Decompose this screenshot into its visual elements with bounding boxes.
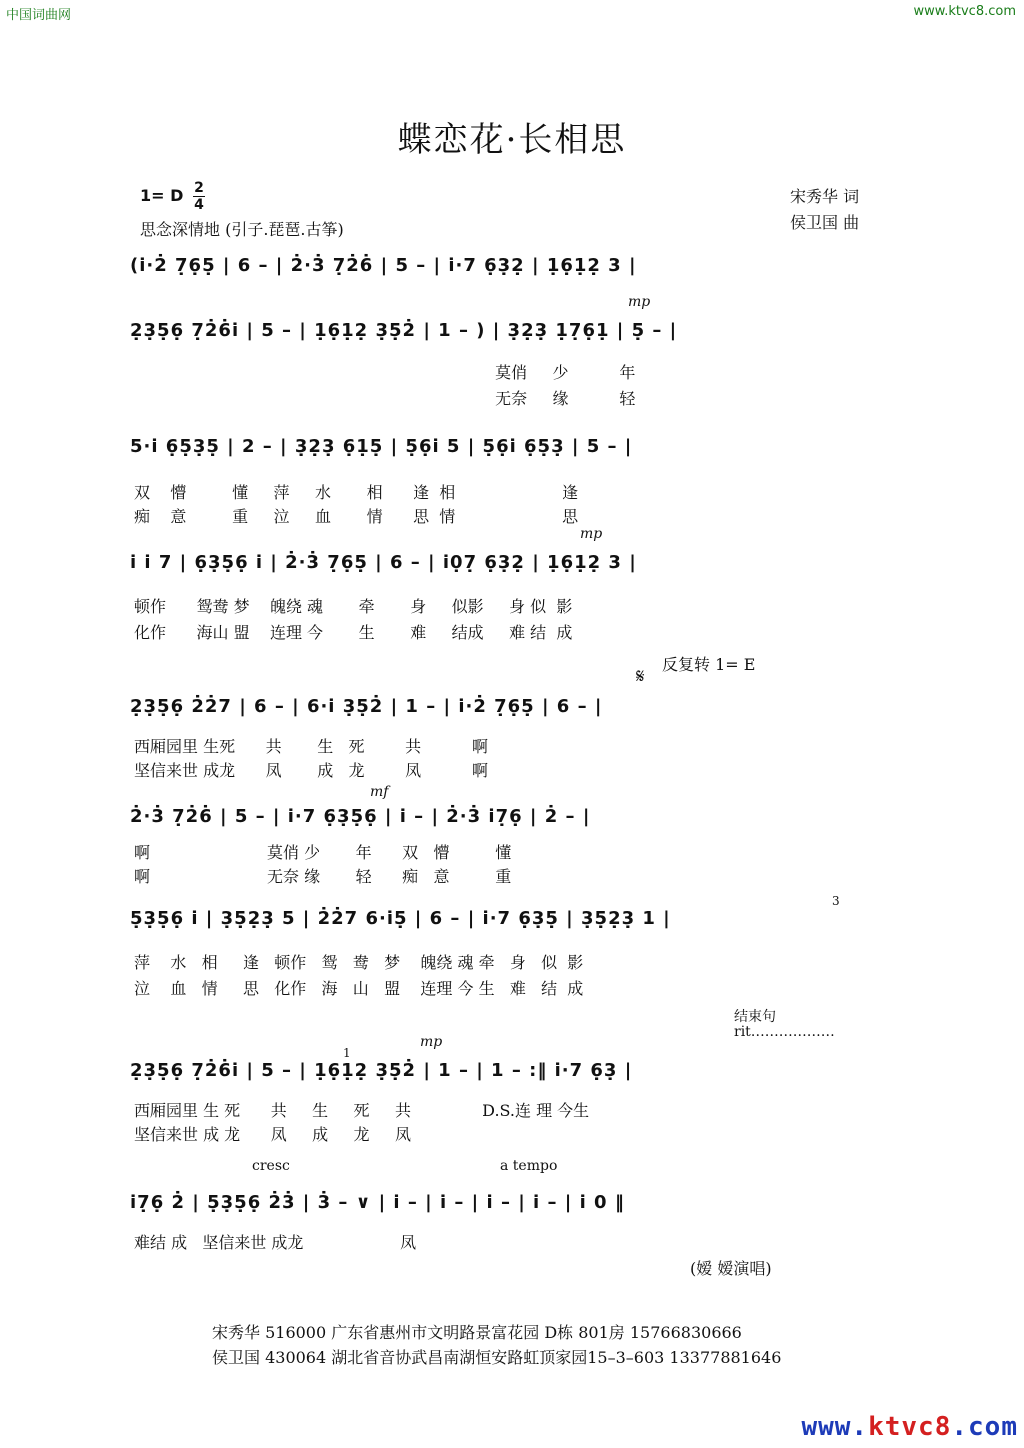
contact-lyricist: 宋秀华 516000 广东省惠州市文明路景富花园 D栋 801房 15766830666	[212, 1323, 742, 1342]
dynamic-mark: mp	[628, 294, 651, 310]
lyrics-verse-2: 化作 海山 盟 连理 今 生 难 结成 难 结 成	[134, 623, 573, 642]
notation-line: 2̣3̣5̣6̣ 7̣2̇6̇i̇ | 5 – | 1̣6̣1̣2̣ 3̣5̣2̇ | 1 – | 1 – :‖ i̇·7 6̣3̣ |	[130, 1060, 633, 1081]
dynamic-mark: mf	[370, 784, 389, 800]
notation-line: 2̣3̣5̣6̣ 2̇2̇7 | 6 – | 6·i̇ 3̣5̣2̇ | 1 – | i̇·2̇ 7̣6̣5̣ | 6 – |	[130, 696, 603, 717]
ending-phrase-label: 结束句	[734, 1009, 776, 1025]
key-signature: 1= D	[140, 186, 184, 205]
logo-suffix: .com	[951, 1412, 1018, 1442]
lyrics-verse-1: 难结 成 坚信来世 成龙 凤	[134, 1233, 417, 1252]
grace-note-mark: 3	[832, 894, 840, 908]
a-tempo-mark: a tempo	[500, 1158, 558, 1174]
notation-line: 5̣3̣5̣6̣ i̇ | 3̣5̣2̣3̣ 5 | 2̇2̇7 6·i̇5̣ | 6 – | i̇·7 6̣3̣5̣ | 3̣5̣2̣3̣ 1 |	[130, 908, 671, 929]
notation-line: 2̣3̣5̣6̣ 7̣2̇6̇i̇ | 5 – | 1̣6̣1̣2̣ 3̣5̣2̇ | 1 – ) | 3̣2̣3̣ 1̣7̣6̣1̣ | 5̣ – |	[130, 320, 678, 341]
singer-credit: (嫒 嫒演唱)	[690, 1259, 772, 1278]
lyrics-verse-2: 无奈 缘 轻	[134, 389, 636, 408]
dynamic-mark: mp	[580, 526, 603, 542]
lyrics-verse-2: 坚信来世 成龙 凤 成 龙 凤 啊	[134, 761, 489, 780]
logo-brand: ktvc8	[868, 1412, 952, 1442]
dynamic-mark: mp	[420, 1034, 443, 1050]
lyrics-verse-1: 啊 莫俏 少 年 双 懵 懂	[134, 843, 512, 862]
lyrics-verse-1: 西厢园里 生 死 共 生 死 共 D.S.连 理 今生	[134, 1101, 590, 1120]
lyrics-verse-1: 顿作 鸳鸯 梦 魄绕 魂 牵 身 似影 身 似 影	[134, 597, 573, 616]
logo-prefix: www.	[801, 1412, 869, 1442]
song-title: 蝶恋花·长相思	[397, 120, 627, 160]
time-signature-bottom: 4	[194, 197, 204, 213]
time-signature-top: 2	[194, 180, 204, 196]
site-url-right[interactable]: www.ktvc8.com	[913, 4, 1016, 19]
lyrics-verse-2: 泣 血 情 思 化作 海 山 盟 连理 今 生 难 结 成	[134, 979, 584, 998]
notation-line: i̇ i̇ 7 | 6̣3̣5̣6̣ i̇ | 2̇·3̇ 7̣6̣5̣ | 6 – | i̇0̣7̣ 6̣3̣2̣ | 1̣6̣1̣2̣ 3 |	[130, 552, 637, 573]
lyrics-verse-2: 坚信来世 成 龙 凤 成 龙 凤	[134, 1125, 411, 1144]
lyrics-verse-2: 啊 无奈 缘 轻 痴 意 重	[134, 867, 512, 886]
lyricist-credit: 宋秀华 词	[790, 187, 860, 206]
cresc-mark: cresc	[252, 1158, 290, 1174]
site-name-left[interactable]: 中国词曲网	[6, 8, 72, 23]
rit-mark: rit………………	[734, 1024, 835, 1040]
key-change-mark: 反复转 1= E	[662, 655, 756, 674]
notation-line: i̇7̣6̣ 2̇ | 5̣3̣5̣6̣ 2̇3̇ | 3̇ – ∨ | i̇ – | i̇ – | i̇ – | i̇ – | i̇ 0 ‖	[130, 1192, 625, 1213]
notation-line: 2̇·3̇ 7̣2̇6̇ | 5 – | i̇·7 6̣3̣5̣6̣ | i̇ – | 2̇·3̇ i̇7̣6̣ | 2̇ – |	[130, 806, 591, 827]
grace-note-mark: 1	[343, 1046, 351, 1060]
notation-line: 5·i̇ 6̣5̣3̣5̣ | 2 – | 3̣2̣3̣ 6̣1̣5̣ | 5̣6̣i̇ 5 | 5̣6̣i̇ 6̣5̣3̣ | 5 – |	[130, 436, 633, 457]
lyrics-verse-1: 西厢园里 生死 共 生 死 共 啊	[134, 737, 489, 756]
tempo-marking: 思念深情地 (引子.琵琶.古筝)	[140, 220, 344, 239]
segno-sign: 𝄋	[636, 664, 645, 688]
lyrics-verse-1: 双 懵 懂 萍 水 相 逢 相 逢	[134, 483, 579, 502]
composer-credit: 侯卫国 曲	[790, 213, 860, 232]
time-signature	[193, 180, 205, 213]
lyrics-verse-1: 莫俏 少 年	[134, 363, 636, 382]
lyrics-verse-2: 痴 意 重 泣 血 情 思 情 思	[134, 507, 579, 526]
site-logo[interactable]	[801, 1412, 1018, 1442]
lyrics-verse-1: 萍 水 相 逢 顿作 鸳 鸯 梦 魄绕 魂 牵 身 似 影	[134, 953, 584, 972]
notation-line: (i̇·2̇ 7̣6̣5̣ | 6 – | 2̇·3̇ 7̣2̇6̇ | 5 – | i̇·7 6̣3̣2̣ | 1̣6̣1̣2̣ 3 |	[130, 255, 637, 276]
contact-composer: 侯卫国 430064 湖北省音协武昌南湖恒安路虹顶家园15–3–603 13377881646	[212, 1348, 782, 1367]
